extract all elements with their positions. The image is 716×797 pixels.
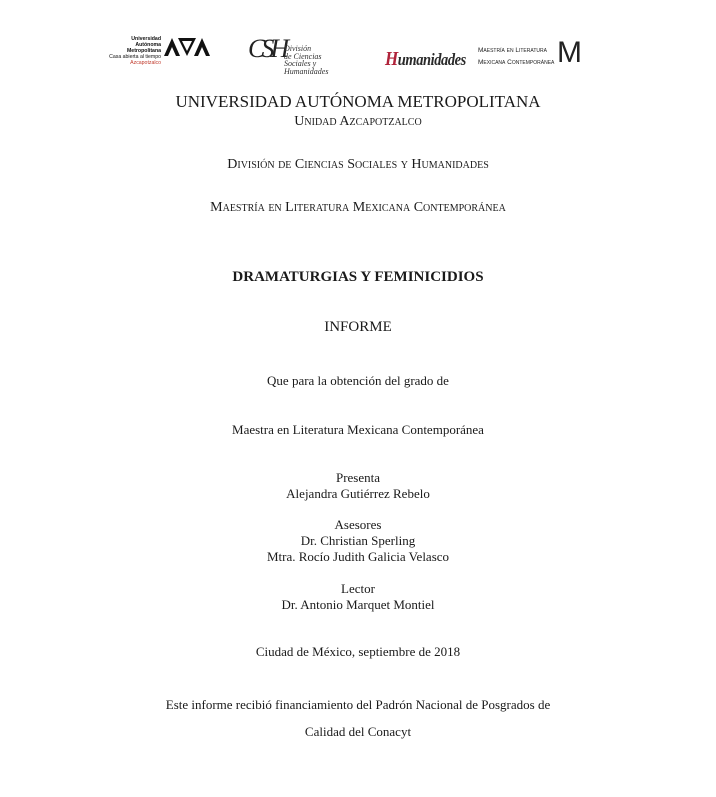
maestria-logo-letter: M <box>557 36 582 69</box>
csh-logo-line: División <box>284 44 312 53</box>
humanidades-logo-initial: H <box>385 48 398 70</box>
csh-monogram: CSH <box>248 34 286 63</box>
maestria-logo-line: Maestría en Literatura <box>478 47 547 54</box>
csh-logo-line: Sociales y <box>284 59 317 68</box>
presenter-name: Alejandra Gutiérrez Rebelo <box>286 486 430 501</box>
document-title: DRAMATURGIAS Y FEMINICIDIOS <box>232 269 484 285</box>
place-date: Ciudad de México, septiembre de 2018 <box>255 644 461 659</box>
maestria-logo <box>478 36 582 70</box>
uam-logo-line: Autónoma <box>135 42 161 48</box>
unit-name: Unidad Azcapotzalco <box>294 114 422 129</box>
advisor-name: Mtra. Rocío Judith Galicia Velasco <box>266 549 450 564</box>
logo-bar <box>0 30 716 80</box>
humanidades-logo <box>385 48 466 71</box>
degree-name: Maestra en Literatura Mexicana Contemporánea <box>232 422 484 437</box>
program-name: Maestría en Literatura Mexicana Contemporánea <box>210 200 506 215</box>
uam-logo-line: Metropolitana <box>126 48 161 54</box>
uam-logo-line: Universidad <box>131 36 161 42</box>
maestria-logo-text <box>478 45 554 69</box>
uam-logo-motto: Casa abierta al tiempo <box>109 54 161 60</box>
uam-logo-campus: Azcapotzalco <box>130 60 161 66</box>
presenter-label: Presenta <box>335 470 381 485</box>
degree-purpose: Que para la obtención del grado de <box>267 373 449 388</box>
csh-logo-text <box>284 45 328 75</box>
maestria-logo-line: Mexicana Contemporánea <box>478 59 555 66</box>
reader-name: Dr. Antonio Marquet Montiel <box>281 597 435 612</box>
funding-note: Este informe recibió financiamiento del Padrón Nacional de Posgrados de <box>165 697 551 712</box>
division-name: División de Ciencias Sociales y Humanidades <box>227 157 489 172</box>
uam-logo <box>103 36 215 64</box>
csh-logo <box>248 36 348 76</box>
reader-label: Lector <box>341 581 375 596</box>
advisors-label: Asesores <box>334 517 382 532</box>
uam-emblem-icon <box>164 38 210 56</box>
funding-note: Calidad del Conacyt <box>304 724 412 739</box>
csh-logo-line: Humanidades <box>284 66 329 76</box>
humanidades-logo-text: umanidades <box>397 50 466 69</box>
uam-logo-text <box>103 36 161 66</box>
advisor-name: Dr. Christian Sperling <box>300 533 416 548</box>
university-name: UNIVERSIDAD AUTÓNOMA METROPOLITANA <box>175 92 541 111</box>
document-type: INFORME <box>324 319 392 335</box>
csh-logo-line: de Ciencias <box>284 51 322 61</box>
